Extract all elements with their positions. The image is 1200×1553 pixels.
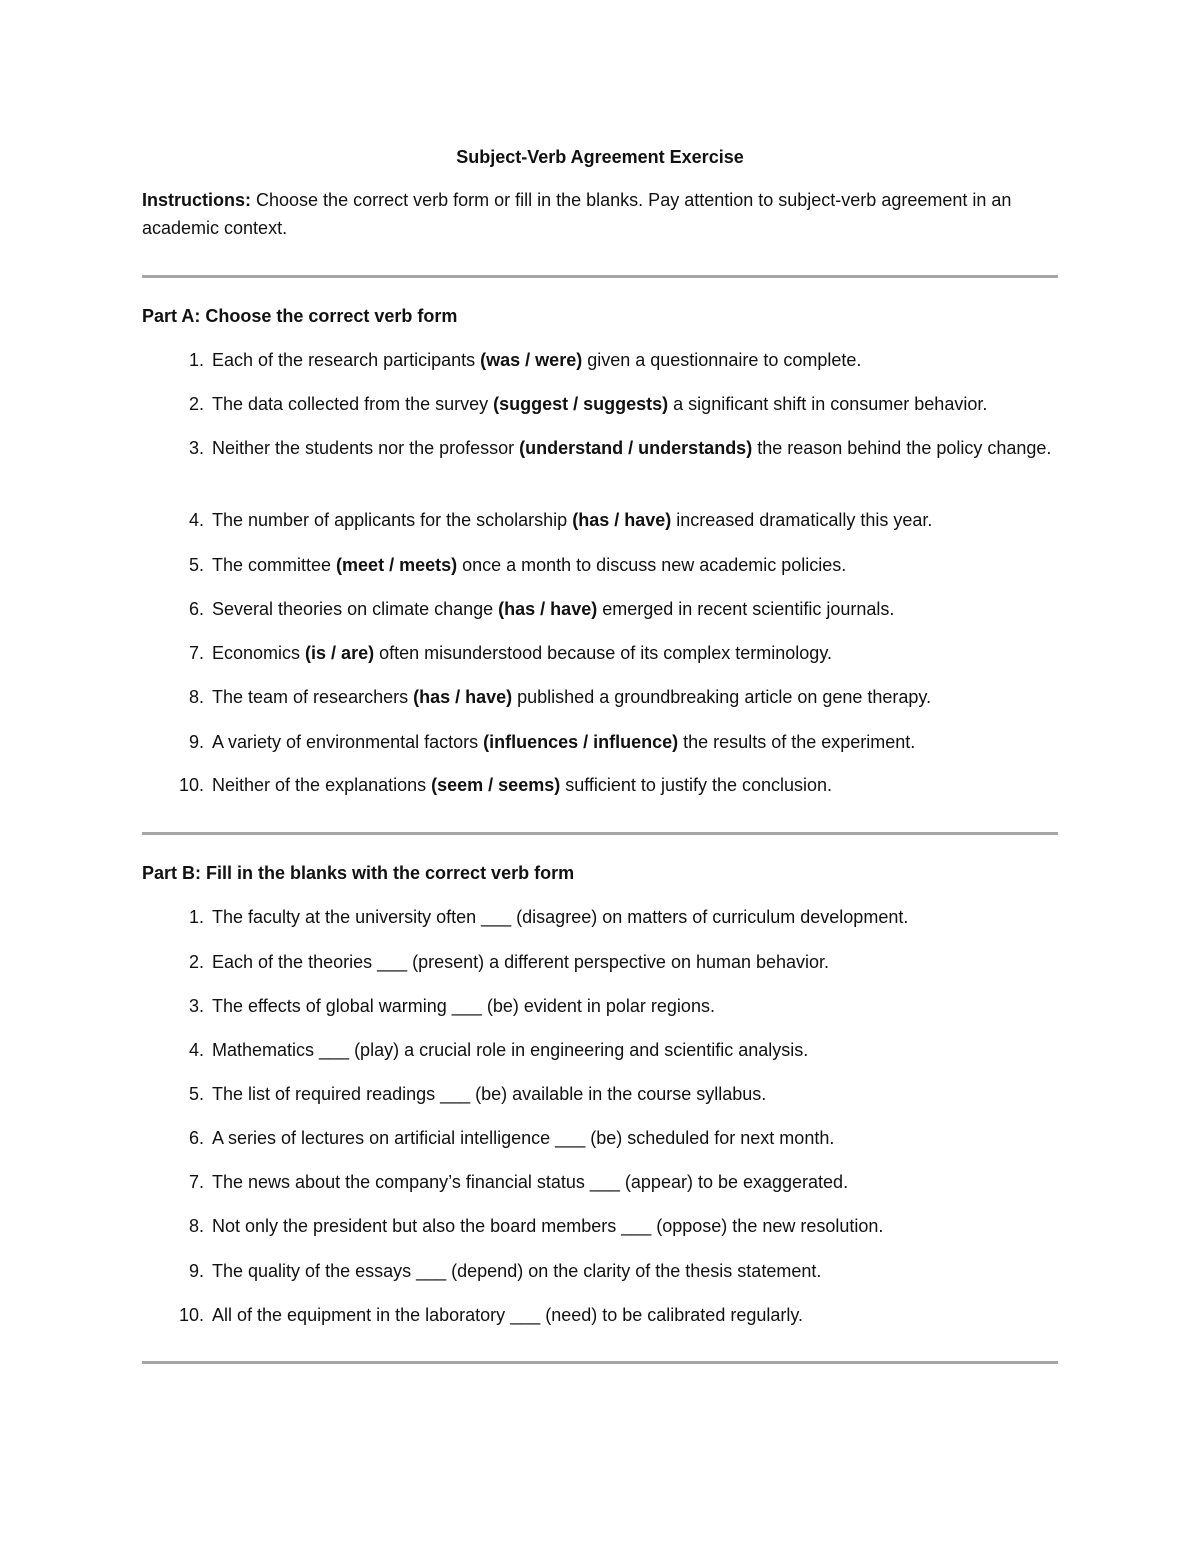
item-text-before: A variety of environmental factors: [212, 732, 484, 752]
section-divider: [142, 275, 1058, 278]
item-text: [212, 346, 1067, 374]
item-text-after: often misunderstood because of its complex terminology.: [374, 643, 832, 663]
item-text-after: the results of the experiment.: [678, 732, 916, 752]
verb-choice: (understand / understands): [519, 438, 753, 458]
part-a-heading: Part A: Choose the correct verb form: [142, 306, 458, 326]
verb-choice: (has / have): [413, 687, 513, 707]
item-number: 9.: [188, 732, 204, 752]
item-number: 10.: [178, 1305, 204, 1325]
item-text-before: The team of researchers: [212, 687, 414, 707]
item-number: 10.: [178, 775, 204, 795]
item-number: 1.: [188, 350, 204, 370]
verb-choice: (was / were): [480, 350, 583, 370]
item-text-after: increased dramatically this year.: [671, 510, 933, 530]
item-text: [212, 390, 1067, 418]
verb-choice: (meet / meets): [336, 555, 458, 575]
item-text-after: given a questionnaire to complete.: [582, 350, 862, 370]
item-text: Each of the theories ___ (present) a different perspective on human behavior.: [212, 952, 830, 972]
item-text: The faculty at the university often ___ (disagree) on matters of curriculum development.: [212, 907, 909, 927]
item-text: [212, 595, 1067, 623]
item-text-after: published a groundbreaking article on gene therapy.: [512, 687, 932, 707]
item-text: [212, 771, 1067, 799]
item-number: 4.: [188, 510, 204, 530]
item-text: The news about the company’s financial status ___ (appear) to be exaggerated.: [212, 1172, 849, 1192]
item-number: 7.: [188, 643, 204, 663]
item-number: 9.: [188, 1261, 204, 1281]
item-text-before: The committee: [212, 555, 337, 575]
item-number: 8.: [188, 1216, 204, 1236]
verb-choice: (seem / seems): [431, 775, 561, 795]
item-text-before: Economics: [212, 643, 306, 663]
item-text: [212, 551, 1067, 579]
item-text: [212, 683, 1067, 711]
item-text: All of the equipment in the laboratory ___ (need) to be calibrated regularly.: [212, 1305, 804, 1325]
item-text-before: The data collected from the survey: [212, 394, 494, 414]
item-text-after: once a month to discuss new academic policies.: [457, 555, 847, 575]
item-text-after: emerged in recent scientific journals.: [597, 599, 895, 619]
item-text: A series of lectures on artificial intelligence ___ (be) scheduled for next month.: [212, 1128, 835, 1148]
section-divider: [142, 832, 1058, 835]
item-number: 5.: [188, 1084, 204, 1104]
item-number: 8.: [188, 687, 204, 707]
item-number: 3.: [188, 996, 204, 1016]
item-text: The list of required readings ___ (be) available in the course syllabus.: [212, 1084, 767, 1104]
item-text-after: a significant shift in consumer behavior.: [668, 394, 988, 414]
item-text: [212, 639, 1067, 667]
verb-choice: (has / have): [498, 599, 598, 619]
item-number: 2.: [188, 394, 204, 414]
item-text-before: The number of applicants for the scholarship: [212, 510, 573, 530]
item-text: The quality of the essays ___ (depend) on the clarity of the thesis statement.: [212, 1261, 822, 1281]
item-text: Mathematics ___ (play) a crucial role in engineering and scientific analysis.: [212, 1040, 809, 1060]
item-text: [212, 506, 1067, 534]
item-number: 6.: [188, 1128, 204, 1148]
item-number: 6.: [188, 599, 204, 619]
item-text-after: the reason behind the policy change.: [752, 438, 1052, 458]
document-title: Subject-Verb Agreement Exercise: [456, 147, 744, 167]
instructions-text: Choose the correct verb form or fill in the blanks. Pay attention to subject-verb agreement in an academic context.: [142, 190, 1012, 238]
item-number: 1.: [188, 907, 204, 927]
section-divider: [142, 1361, 1058, 1364]
item-text: Not only the president but also the board members ___ (oppose) the new resolution.: [212, 1216, 884, 1236]
item-number: 3.: [188, 438, 204, 458]
item-text-before: Each of the research participants: [212, 350, 481, 370]
item-text: [212, 728, 1067, 756]
item-number: 2.: [188, 952, 204, 972]
instructions-label: Instructions:: [142, 190, 252, 210]
instructions-paragraph: [142, 186, 1062, 242]
verb-choice: (is / are): [305, 643, 375, 663]
item-text: [212, 434, 1067, 462]
item-number: 5.: [188, 555, 204, 575]
verb-choice: (suggest / suggests): [493, 394, 669, 414]
item-text-before: Neither of the explanations: [212, 775, 432, 795]
item-text-before: Several theories on climate change: [212, 599, 499, 619]
part-b-heading: Part B: Fill in the blanks with the correct verb form: [142, 863, 575, 883]
verb-choice: (has / have): [572, 510, 672, 530]
item-text: The effects of global warming ___ (be) evident in polar regions.: [212, 996, 715, 1016]
item-number: 4.: [188, 1040, 204, 1060]
verb-choice: (influences / influence): [483, 732, 679, 752]
item-text-after: sufficient to justify the conclusion.: [560, 775, 833, 795]
item-text-before: Neither the students nor the professor: [212, 438, 520, 458]
item-number: 7.: [188, 1172, 204, 1192]
